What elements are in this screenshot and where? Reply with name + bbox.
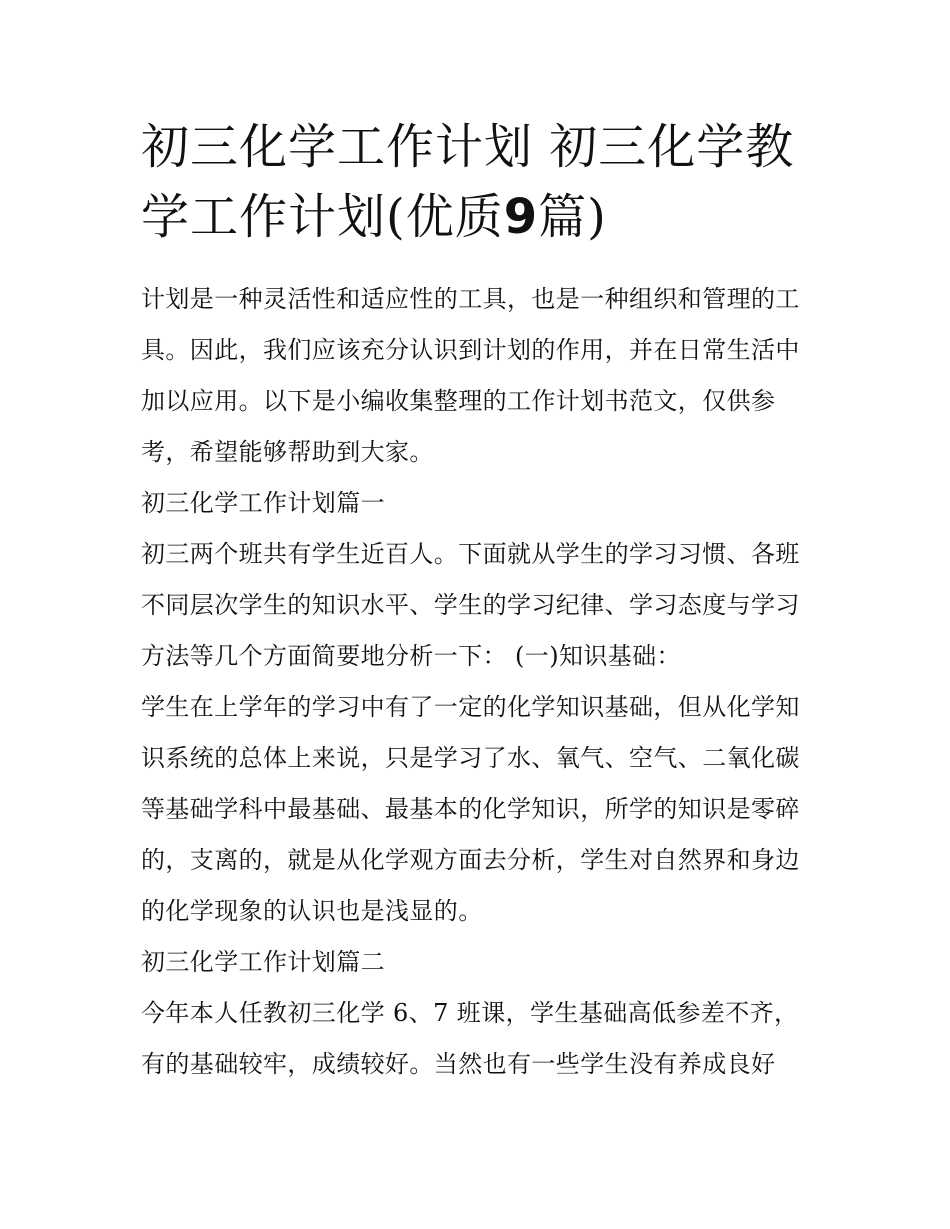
body-paragraph: 今年本人任教初三化学 6、7 班课，学生基础高低参差不齐，有的基础较牢，成绩较好。当然也有一些学生没有养成良好: [141, 999, 799, 1078]
body-paragraph: 初三两个班共有学生近百人。下面就从学生的学习习惯、各班不同层次学生的知识水平、学生的学习纪律、学习态度与学习方法等几个方面简要地分析一下： (一)知识基础：: [141, 540, 800, 670]
title-suffix: 篇): [538, 189, 607, 245]
body-paragraph: 学生在上学年的学习中有了一定的化学知识基础，但从化学知识系统的总体上来说，只是学习了水、氧气、空气、二氧化碳等基础学科中最基础、最基本的化学知识，所学的知识是零碎的，支离的，就是从化学观方面去分析，学生对自然界和身边的化学现象的认识也是浅显的。: [141, 693, 800, 925]
document-title: [141, 112, 813, 252]
section-heading-2: 初三化学工作计划篇二: [141, 948, 385, 976]
title-text: 初三化学工作计划 初三化学教学工作计划(优质: [141, 119, 795, 245]
section-heading-1: 初三化学工作计划篇一: [141, 489, 385, 517]
title-number: 9: [503, 189, 539, 245]
intro-paragraph: 计划是一种灵活性和适应性的工具，也是一种组织和管理的工具。因此，我们应该充分认识到计划的作用，并在日常生活中加以应用。以下是小编收集整理的工作计划书范文，仅供参考，希望能够帮助到大家。: [141, 285, 800, 466]
document-page: [141, 112, 813, 1090]
